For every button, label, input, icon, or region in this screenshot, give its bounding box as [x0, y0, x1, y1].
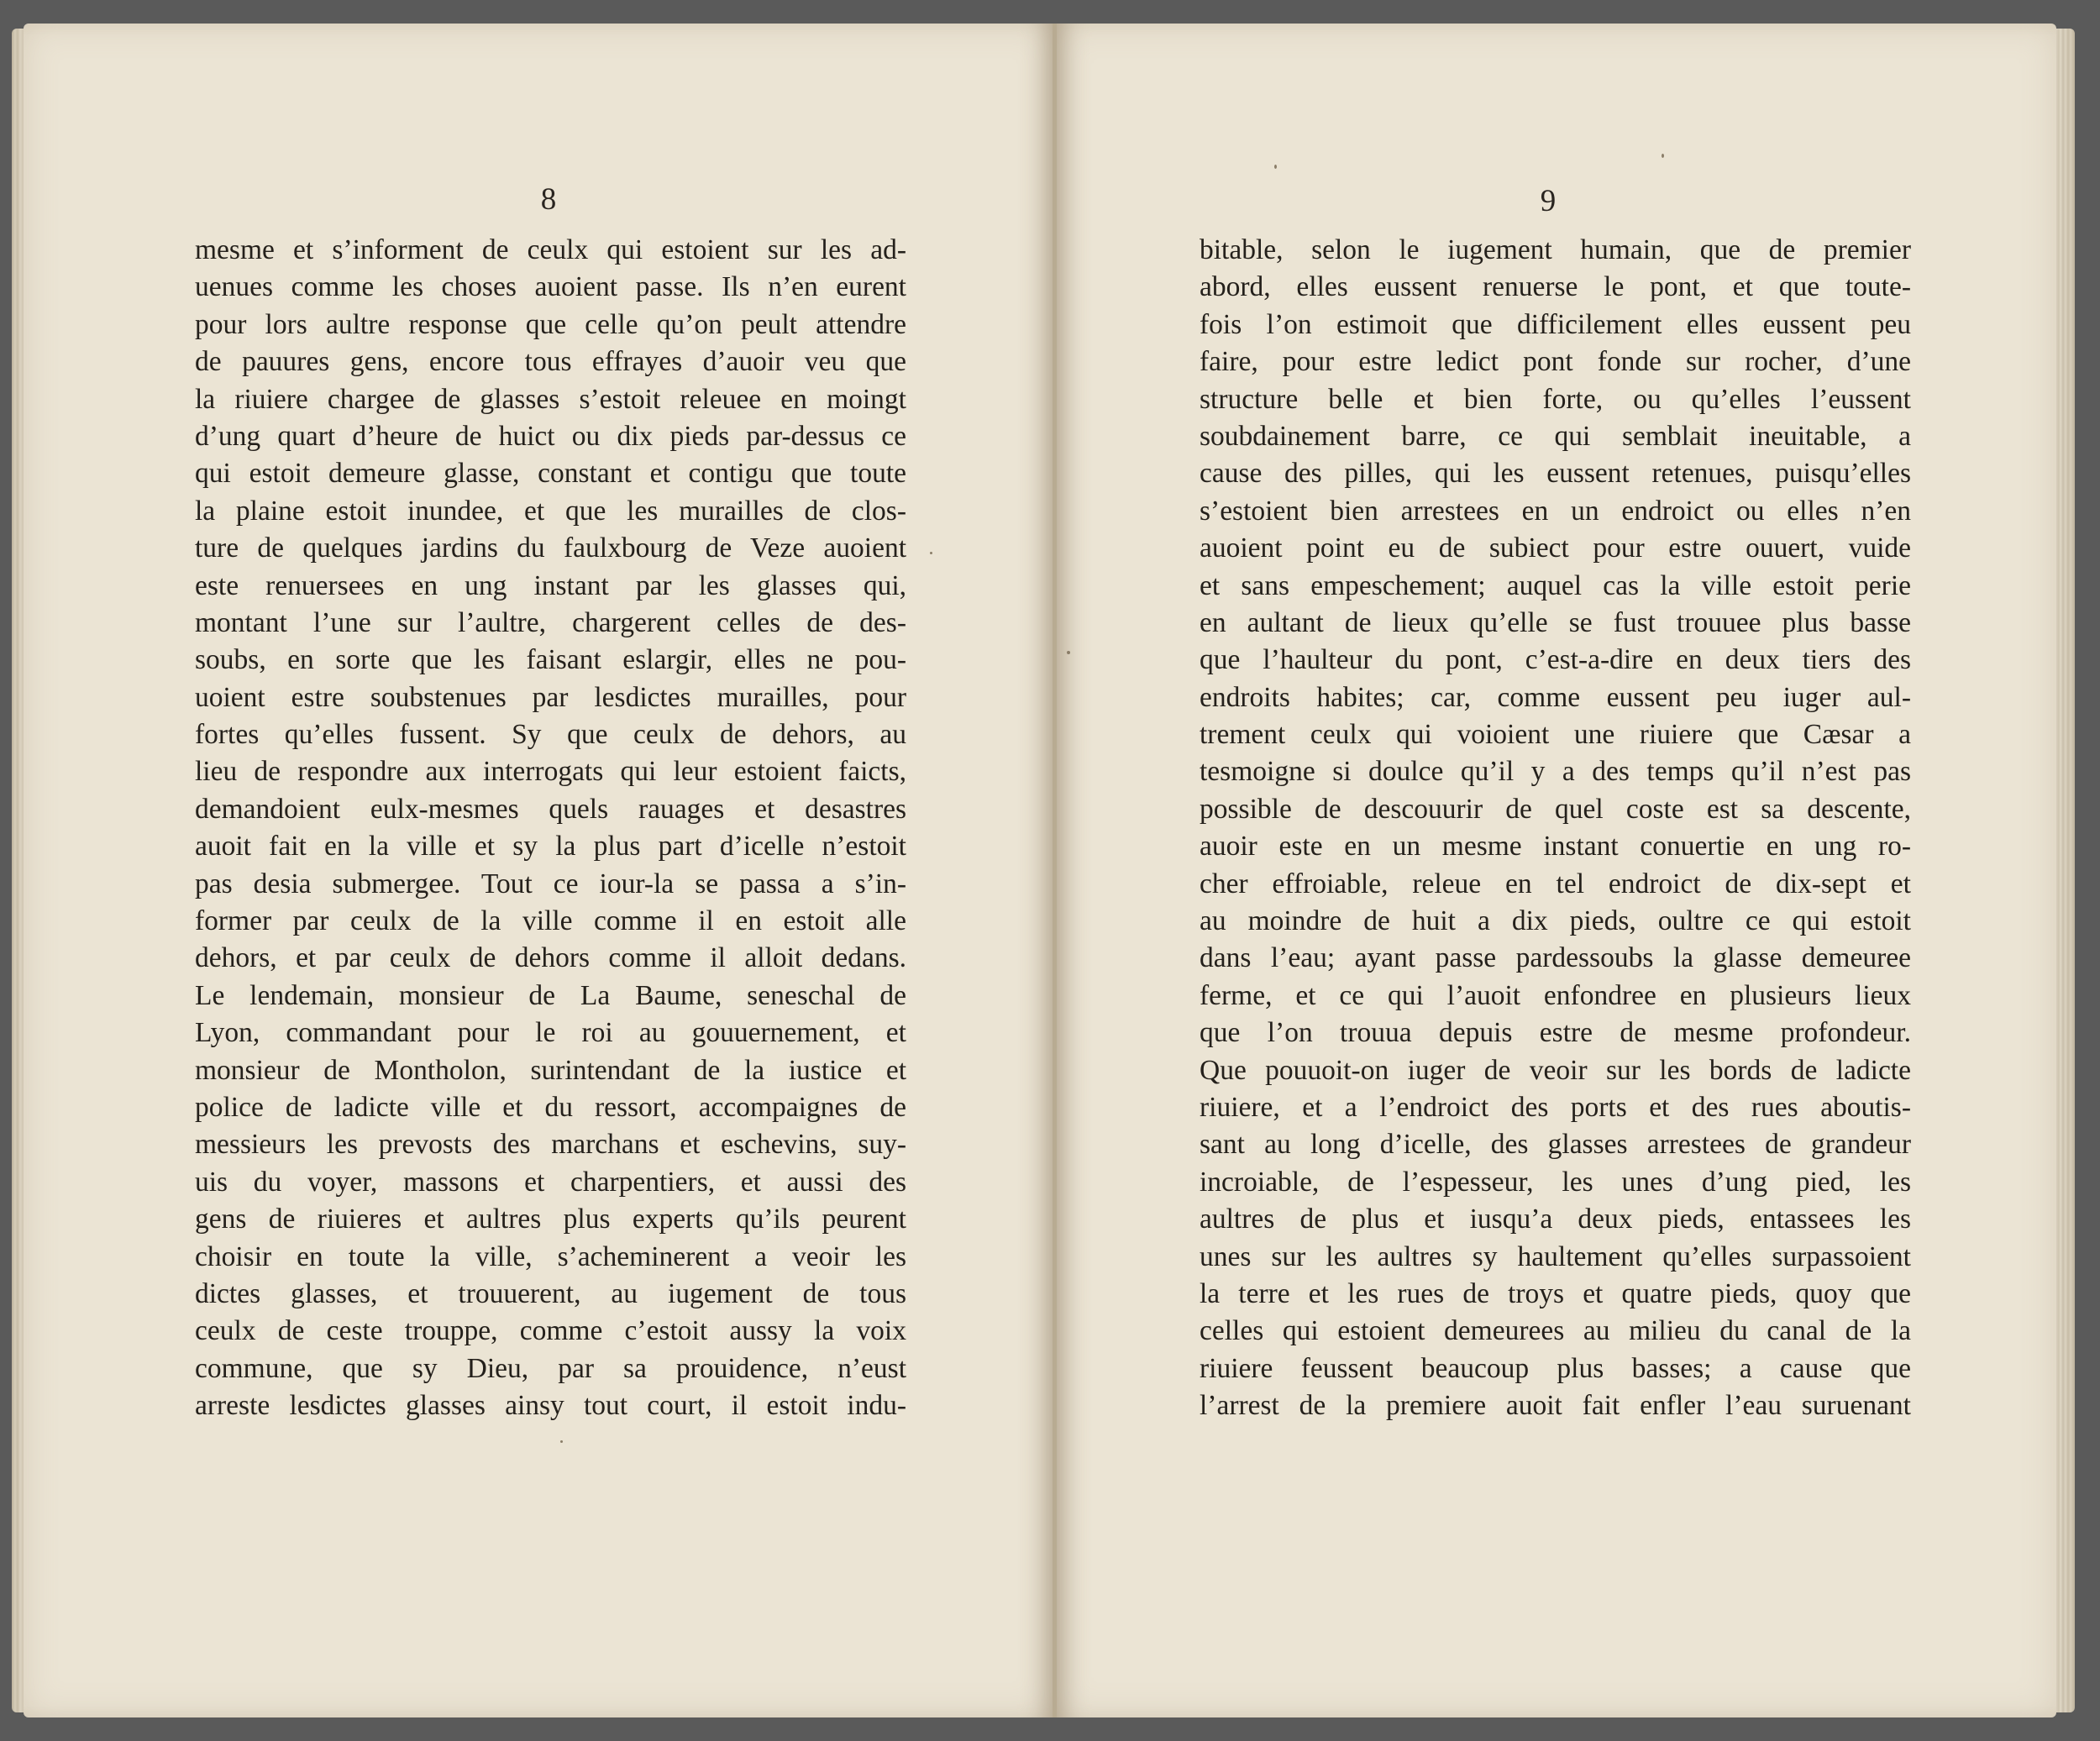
- text-line: lieu de respondre aux interrogats qui leur estoient faicts,: [195, 756, 906, 788]
- paper-speck: [1274, 165, 1277, 169]
- paper-speck: [560, 1440, 563, 1443]
- text-line: celles qui estoient demeurees au milieu du canal de la: [1200, 1315, 1911, 1347]
- text-line: la riuiere chargee de glasses s’estoit releuee en moingt: [195, 383, 906, 415]
- text-line: bitable, selon le iugement humain, que de premier: [1200, 234, 1911, 265]
- text-line: fois l’on estimoit que difficilement elles eussent peu: [1200, 308, 1911, 340]
- text-line: commune, que sy Dieu, par sa prouidence, n’eust: [195, 1352, 906, 1384]
- text-line: cher effroiable, releue en tel endroict de dix-sept et: [1200, 868, 1911, 899]
- page-number-left: 8: [540, 182, 557, 217]
- text-line: gens de riuieres et aultres plus experts qu’ils peurent: [195, 1203, 906, 1235]
- text-line: police de ladicte ville et du ressort, accompaignes de: [195, 1091, 906, 1123]
- text-line: aultres de plus et iusqu’a deux pieds, entassees les: [1200, 1203, 1911, 1235]
- text-line: endroits habites; car, comme eussent peu iuger aul-: [1200, 681, 1911, 713]
- text-line: sant au long d’icelle, des glasses arrestees de grandeur: [1200, 1129, 1911, 1161]
- text-line: d’ung quart d’heure de huict ou dix pieds par-dessus ce: [195, 420, 906, 452]
- text-line: este renuersees en ung instant par les glasses qui,: [195, 569, 906, 601]
- left-page: [24, 24, 1053, 1717]
- text-line: et sans empeschement; auquel cas la ville estoit perie: [1200, 569, 1911, 601]
- text-line: dehors, et par ceulx de dehors comme il alloit dedans.: [195, 942, 906, 974]
- text-line: possible de descouurir de quel coste est sa descente,: [1200, 793, 1911, 825]
- text-line: l’arrest de la premiere auoit fait enfler l’eau suruenant: [1200, 1390, 1911, 1422]
- text-line: cause des pilles, qui les eussent retenues, puisqu’elles: [1200, 458, 1911, 490]
- text-line: auoir este en un mesme instant conuertie en ung ro-: [1200, 831, 1911, 863]
- text-line: former par ceulx de la ville comme il en estoit alle: [195, 905, 906, 937]
- text-line: pas desia submergee. Tout ce iour-la se passa a s’in-: [195, 868, 906, 899]
- left-page-text: [195, 232, 906, 1425]
- text-line: riuiere feussent beaucoup plus basses; a cause que: [1200, 1352, 1911, 1384]
- text-line: unes sur les aultres sy haultement qu’elles surpassoient: [1200, 1240, 1911, 1272]
- right-page: [1057, 24, 2056, 1717]
- text-line: fortes qu’elles fussent. Sy que ceulx de dehors, au: [195, 719, 906, 751]
- paper-speck: [1067, 651, 1070, 654]
- text-line: tesmoigne si doulce qu’il y a des temps qu’il n’est pas: [1200, 756, 1911, 788]
- text-line: la terre et les rues de troys et quatre pieds, quoy que: [1200, 1277, 1911, 1309]
- text-line: que l’haulteur du pont, c’est-a-dire en deux tiers des: [1200, 644, 1911, 676]
- text-line: mesme et s’informent de ceulx qui estoient sur les ad-: [195, 234, 906, 265]
- text-line: s’estoient bien arrestees en un endroict ou elles n’en: [1200, 495, 1911, 527]
- right-page-text: [1200, 232, 1911, 1425]
- text-line: ture de quelques jardins du faulxbourg de Veze auoient: [195, 532, 906, 564]
- text-line: Le lendemain, monsieur de La Baume, seneschal de: [195, 979, 906, 1011]
- text-line: dictes glasses, et trouuerent, au iugement de tous: [195, 1277, 906, 1309]
- text-line: de pauures gens, encore tous effrayes d’auoir veu que: [195, 346, 906, 378]
- text-line: auoient point eu de subiect pour estre ouuert, vuide: [1200, 532, 1911, 564]
- text-line: ferme, et ce qui l’auoit enfondree en plusieurs lieux: [1200, 979, 1911, 1011]
- text-line: pour lors aultre response que celle qu’on peult attendre: [195, 308, 906, 340]
- text-line: uis du voyer, massons et charpentiers, et aussi des: [195, 1166, 906, 1198]
- right-page-edges: [2056, 29, 2075, 1712]
- text-line: choisir en toute la ville, s’acheminerent a veoir les: [195, 1240, 906, 1272]
- text-line: ceulx de ceste trouppe, comme c’estoit aussy la voix: [195, 1315, 906, 1347]
- text-line: auoit fait en la ville et sy la plus part d’icelle n’estoit: [195, 831, 906, 863]
- text-line: soubdainement barre, ce qui semblait ineuitable, a: [1200, 420, 1911, 452]
- text-line: que l’on trouua depuis estre de mesme profondeur.: [1200, 1017, 1911, 1049]
- text-line: dans l’eau; ayant passe pardessoubs la glasse demeuree: [1200, 942, 1911, 974]
- text-line: incroiable, de l’espesseur, les unes d’ung pied, les: [1200, 1166, 1911, 1198]
- page-number-right: 9: [1540, 184, 1557, 218]
- text-line: demandoient eulx-mesmes quels rauages et desastres: [195, 793, 906, 825]
- text-line: au moindre de huit a dix pieds, oultre ce qui estoit: [1200, 905, 1911, 937]
- text-line: riuiere, et a l’endroict des ports et des rues aboutis-: [1200, 1091, 1911, 1123]
- text-line: structure belle et bien forte, ou qu’elles l’eussent: [1200, 383, 1911, 415]
- paper-speck: [1662, 154, 1664, 158]
- text-line: arreste lesdictes glasses ainsy tout court, il estoit indu-: [195, 1390, 906, 1422]
- text-line: monsieur de Montholon, surintendant de la iustice et: [195, 1054, 906, 1086]
- text-line: abord, elles eussent renuerse le pont, et que toute-: [1200, 271, 1911, 303]
- text-line: en aultant de lieux qu’elle se fust trouuee plus basse: [1200, 606, 1911, 638]
- text-line: faire, pour estre ledict pont fonde sur rocher, d’une: [1200, 346, 1911, 378]
- text-line: Que pouuoit-on iuger de veoir sur les bords de ladicte: [1200, 1054, 1911, 1086]
- text-line: montant l’une sur l’aultre, chargerent celles de des-: [195, 606, 906, 638]
- text-line: trement ceulx qui voioient une riuiere que Cæsar a: [1200, 719, 1911, 751]
- text-line: la plaine estoit inundee, et que les murailles de clos-: [195, 495, 906, 527]
- left-page-edges: [12, 29, 24, 1712]
- text-line: uoient estre soubstenues par lesdictes murailles, pour: [195, 681, 906, 713]
- paper-speck: [930, 552, 932, 554]
- text-line: messieurs les prevosts des marchans et eschevins, suy-: [195, 1129, 906, 1161]
- text-line: soubs, en sorte que les faisant eslargir, elles ne pou-: [195, 644, 906, 676]
- text-line: uenues comme les choses auoient passe. Ils n’en eurent: [195, 271, 906, 303]
- text-line: qui estoit demeure glasse, constant et contigu que toute: [195, 458, 906, 490]
- text-line: Lyon, commandant pour le roi au gouuernement, et: [195, 1017, 906, 1049]
